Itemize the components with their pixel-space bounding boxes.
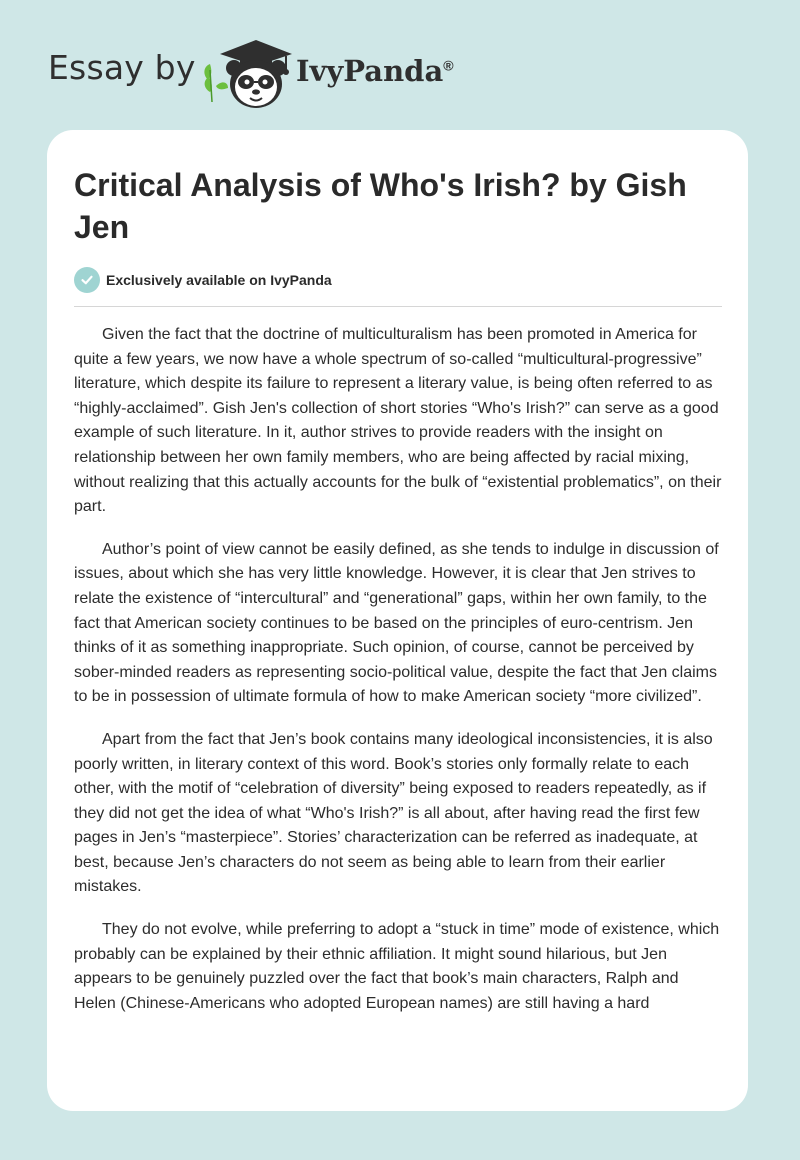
article-card [47,130,748,1111]
brand-prefix: Essay by [48,48,196,87]
essay-paragraph: Author’s point of view cannot be easily defined, as she tends to indulge in discussion of issues, about which she has very little knowledge. However, it is clear that Jen strives to relate the existence of “intercultural” and “generational” gaps, within her own family, to the fact that American society continues to be based on the principles of euro-centrism. Jen thinks of it as something inappropriate. Such opinion, of course, cannot be perceived by sober-minded readers as representing socio-political value, despite the fact that Jen claims to be in possession of ultimate formula of how to make American society “more civilized”. [74,540,719,706]
brand-name[interactable]: IvyPanda® [296,54,454,88]
check-icon [74,267,100,293]
essay-body [74,323,722,1016]
site-header [0,0,800,130]
essay-paragraph: They do not evolve, while preferring to adopt a “stuck in time” mode of existence, which probably can be explained by their ethnic affiliation. It might sound hilarious, but Jen appears to be genuinely puzzled over the fact that book’s main characters, Ralph and Helen (Chinese-Americans who adopted European names) are still having a hard [74,921,720,1012]
badge-label: Exclusively available on IvyPanda [106,272,332,288]
divider [74,306,722,307]
panda-logo-icon[interactable] [200,32,300,112]
essay-paragraph: Given the fact that the doctrine of multiculturalism has been promoted in America for quite a few years, we now have a whole spectrum of so-called “multicultural-progressive” literature, which despite its failure to represent a literary value, is being often referred to as “highly-acclaimed”. Gish Jen's collection of short stories “Who's Irish?” can serve as a good example of such literature. In it, author strives to provide readers with the insight on relationship between her own family members, who are being affected by racial mixing, without realizing that this actually accounts for the bulk of “existential problematics”, on their part. [74,326,722,516]
page-title: Critical Analysis of Who's Irish? by Gish Jen [74,167,687,245]
exclusive-badge [74,266,722,294]
essay-paragraph: Apart from the fact that Jen’s book contains many ideological inconsistencies, it is also poorly written, in literary context of this word. Book’s stories only formally relate to each other, with the motif of “celebration of diversity” being exposed to readers repeatedly, as if they did not get the idea of what “Who's Irish?” is all about, after having read the first few pages in Jen’s “masterpiece”. Stories’ characterization can be referred as inadequate, at best, because Jen’s characters do not seem as being able to learn from their earlier mistakes. [74,730,713,896]
